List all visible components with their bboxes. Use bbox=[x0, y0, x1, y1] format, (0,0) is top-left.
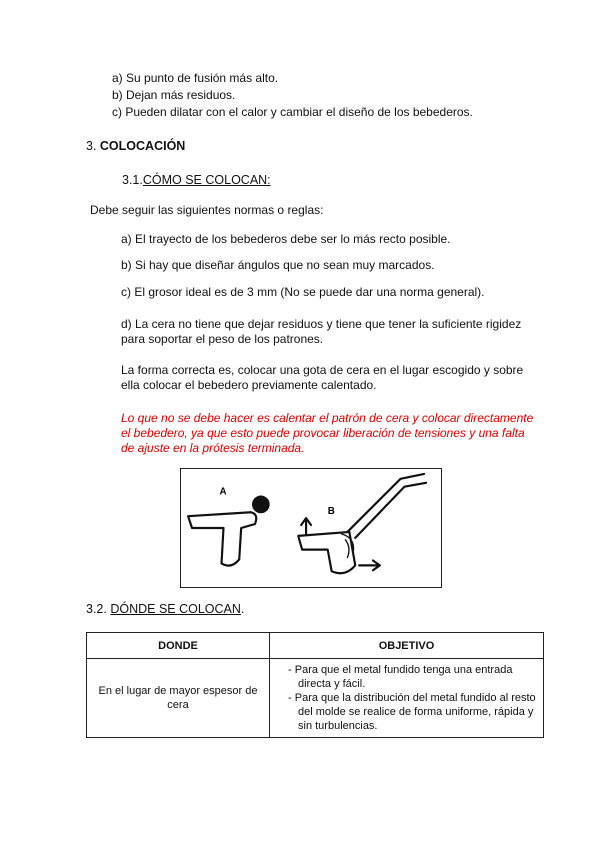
arrow-up bbox=[301, 518, 311, 534]
section-number: 3. bbox=[86, 139, 100, 153]
table-header-row bbox=[87, 633, 544, 659]
wax-pattern-b bbox=[298, 532, 355, 573]
subsection-suffix: . bbox=[240, 602, 245, 616]
sprue-b bbox=[347, 474, 426, 538]
objective-list bbox=[276, 663, 537, 733]
figure-label-a: A bbox=[219, 486, 227, 498]
objective-item: - Para que la distribución del metal fundido al resto del molde se realice de forma uniforme, rápida y sin turbulencias. bbox=[276, 691, 537, 733]
list-item: c) Pueden dilatar con el calor y cambiar el diseño de los bebederos. bbox=[112, 105, 473, 119]
sprue-illustration bbox=[181, 469, 441, 587]
section-heading bbox=[86, 139, 185, 154]
wax-drop-a bbox=[252, 496, 270, 514]
subsection-number: 3.2. bbox=[86, 602, 111, 616]
header-where: DONDE bbox=[87, 633, 270, 659]
subsection-heading bbox=[86, 602, 244, 617]
warning-paragraph: Lo que no se debe hacer es calentar el patrón de cera y colocar directamente el bebedero, ya que esto puede provocar liberación de tensiones y una falta de ajuste en la prótesis terminada. bbox=[121, 411, 534, 455]
intro-text: Debe seguir las siguientes normas o reglas: bbox=[90, 203, 324, 217]
subsection-title: DÓNDE SE COLOCAN bbox=[110, 602, 241, 616]
table-row bbox=[87, 659, 544, 738]
rule-item: d) La cera no tiene que dejar residuos y tiene que tener la suficiente rigidez para soportar el peso de los patrones. bbox=[121, 317, 522, 346]
rule-item: c) El grosor ideal es de 3 mm (No se puede dar una norma general). bbox=[121, 285, 485, 299]
placement-table bbox=[86, 632, 544, 738]
rule-item: a) El trayecto de los bebederos debe ser lo más recto posible. bbox=[121, 232, 451, 246]
cell-where: En el lugar de mayor espesor de cera bbox=[87, 659, 270, 738]
rule-item: b) Si hay que diseñar ángulos que no sean muy marcados. bbox=[121, 258, 435, 272]
subsection-number: 3.1. bbox=[122, 173, 143, 187]
sprue-figure bbox=[180, 468, 442, 588]
section-title: COLOCACIÓN bbox=[99, 139, 186, 153]
header-objective: OBJETIVO bbox=[270, 633, 544, 659]
subsection-heading bbox=[122, 173, 271, 188]
objective-item: - Para que el metal fundido tenga una entrada directa y fácil. bbox=[276, 663, 537, 691]
cell-objective bbox=[270, 659, 544, 738]
correct-form-paragraph: La forma correcta es, colocar una gota de cera en el lugar escogido y sobre ella colocar el bebedero previamente calentado. bbox=[121, 363, 524, 392]
list-item: a) Su punto de fusión más alto. bbox=[112, 71, 279, 85]
list-item: b) Dejan más residuos. bbox=[112, 88, 236, 102]
figure-label-b: B bbox=[327, 506, 335, 518]
subsection-title: CÓMO SE COLOCAN: bbox=[142, 173, 271, 187]
wax-pattern-a bbox=[188, 512, 256, 565]
arrow-right bbox=[359, 560, 380, 570]
